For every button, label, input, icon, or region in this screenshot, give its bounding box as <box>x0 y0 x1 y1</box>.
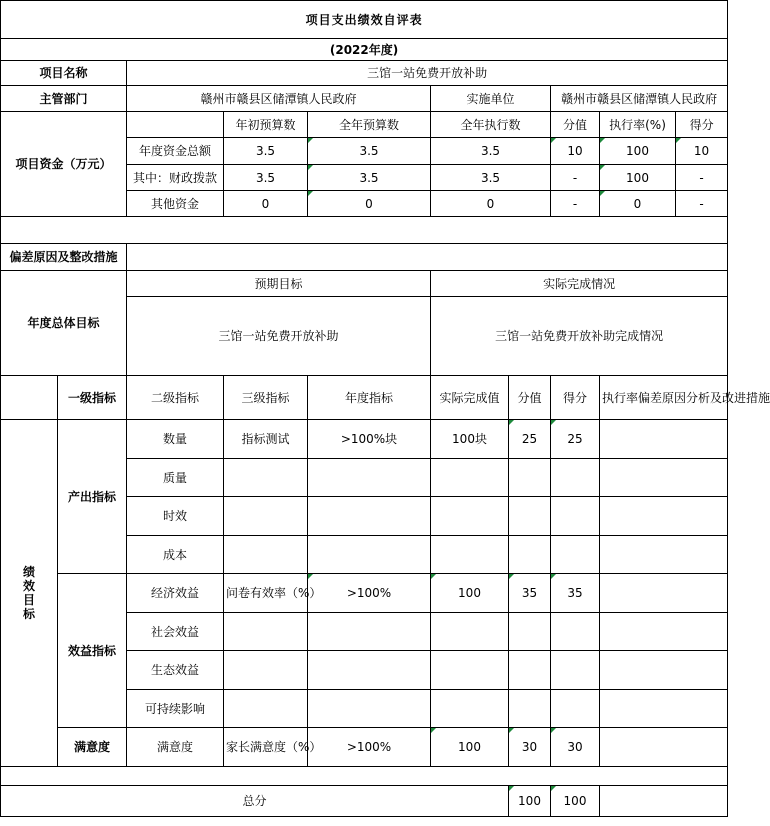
group-satisfaction: 满意度 <box>58 728 127 767</box>
indicator-score-value[interactable] <box>509 613 551 651</box>
fund-header-rate: 执行率(%) <box>600 112 676 138</box>
indicator-actual[interactable] <box>431 536 509 574</box>
indicator-level3[interactable] <box>224 459 308 497</box>
fund-label: 项目资金（万元） <box>1 112 127 217</box>
fund-header-annual: 全年预算数 <box>308 112 431 138</box>
indicator-header-blank <box>1 376 58 420</box>
indicator-analysis[interactable] <box>600 613 728 651</box>
indicator-level3[interactable]: 家长满意度（%） <box>224 728 308 767</box>
indicator-target[interactable] <box>308 536 431 574</box>
project-name-value[interactable]: 三馆一站免费开放补助 <box>127 61 728 86</box>
total-label: 总分 <box>1 786 509 817</box>
fund-executed[interactable]: 3.5 <box>431 165 551 191</box>
indicator-analysis[interactable] <box>600 728 728 767</box>
indicator-score-value[interactable]: 30 <box>509 728 551 767</box>
header-analysis: 执行率偏差原因分析及改进措施 <box>600 376 728 420</box>
indicator-level2: 社会效益 <box>127 613 224 651</box>
fund-row-label: 年度资金总额 <box>127 138 224 165</box>
fund-initial[interactable]: 3.5 <box>224 165 308 191</box>
indicator-level2: 经济效益 <box>127 574 224 613</box>
indicator-target[interactable]: >100% <box>308 728 431 767</box>
indicator-score[interactable] <box>551 459 600 497</box>
indicator-level3[interactable] <box>224 497 308 536</box>
fund-row-label: 其中：财政拨款 <box>127 165 224 191</box>
fund-rate[interactable]: 100 <box>600 138 676 165</box>
indicator-actual[interactable]: 100 <box>431 574 509 613</box>
indicator-target[interactable] <box>308 651 431 690</box>
indicator-target[interactable]: >100% <box>308 574 431 613</box>
indicator-target[interactable]: >100%块 <box>308 420 431 459</box>
page-title: 项目支出绩效自评表 <box>1 1 728 39</box>
impl-unit-label: 实施单位 <box>431 86 551 112</box>
header-score: 得分 <box>551 376 600 420</box>
indicator-analysis[interactable] <box>600 497 728 536</box>
indicator-score[interactable]: 30 <box>551 728 600 767</box>
fund-annual[interactable]: 0 <box>308 191 431 217</box>
indicator-analysis[interactable] <box>600 651 728 690</box>
indicator-score-value[interactable] <box>509 536 551 574</box>
fund-score[interactable]: - <box>676 191 728 217</box>
fund-initial[interactable]: 0 <box>224 191 308 217</box>
indicator-target[interactable] <box>308 690 431 728</box>
total-score-value[interactable]: 100 <box>509 786 551 817</box>
indicator-score[interactable] <box>551 651 600 690</box>
header-target: 年度指标 <box>308 376 431 420</box>
total-blank <box>600 786 728 817</box>
indicator-actual[interactable] <box>431 690 509 728</box>
indicator-level3[interactable]: 指标测试 <box>224 420 308 459</box>
header-level2: 二级指标 <box>127 376 224 420</box>
group-output: 产出指标 <box>58 420 127 574</box>
group-benefit: 效益指标 <box>58 574 127 728</box>
indicator-analysis[interactable] <box>600 459 728 497</box>
total-score[interactable]: 100 <box>551 786 600 817</box>
indicator-actual[interactable] <box>431 651 509 690</box>
actual-status-header: 实际完成情况 <box>431 271 728 297</box>
performance-label-text: 绩效目标 <box>22 565 35 621</box>
fund-rate[interactable]: 100 <box>600 165 676 191</box>
project-name-label: 项目名称 <box>1 61 127 86</box>
indicator-level3[interactable] <box>224 690 308 728</box>
indicator-level2: 时效 <box>127 497 224 536</box>
fund-score-value[interactable]: - <box>551 165 600 191</box>
dept-label: 主管部门 <box>1 86 127 112</box>
spacer-row <box>1 767 728 786</box>
dept-value[interactable]: 赣州市赣县区储潭镇人民政府 <box>127 86 431 112</box>
indicator-level2: 满意度 <box>127 728 224 767</box>
fund-annual[interactable]: 3.5 <box>308 165 431 191</box>
indicator-score[interactable] <box>551 690 600 728</box>
indicator-score-value[interactable] <box>509 459 551 497</box>
fund-row-label: 其他资金 <box>127 191 224 217</box>
fund-score-value[interactable]: 10 <box>551 138 600 165</box>
indicator-level2: 成本 <box>127 536 224 574</box>
indicator-score-value[interactable] <box>509 651 551 690</box>
indicator-target[interactable] <box>308 613 431 651</box>
indicator-target[interactable] <box>308 459 431 497</box>
indicator-score[interactable]: 35 <box>551 574 600 613</box>
indicator-level3[interactable] <box>224 613 308 651</box>
fund-header-executed: 全年执行数 <box>431 112 551 138</box>
fund-score[interactable]: - <box>676 165 728 191</box>
indicator-analysis[interactable] <box>600 574 728 613</box>
indicator-actual[interactable]: 100 <box>431 728 509 767</box>
annual-goal-label: 年度总体目标 <box>1 271 127 376</box>
indicator-analysis[interactable] <box>600 690 728 728</box>
fund-header-initial: 年初预算数 <box>224 112 308 138</box>
indicator-score[interactable] <box>551 497 600 536</box>
expected-goal-header: 预期目标 <box>127 271 431 297</box>
indicator-target[interactable] <box>308 497 431 536</box>
indicator-actual[interactable] <box>431 497 509 536</box>
indicator-actual[interactable] <box>431 613 509 651</box>
fund-header-score: 得分 <box>676 112 728 138</box>
year-label: (2022年度) <box>1 39 728 61</box>
indicator-level3[interactable] <box>224 536 308 574</box>
indicator-actual[interactable]: 100块 <box>431 420 509 459</box>
indicator-actual[interactable] <box>431 459 509 497</box>
indicator-score[interactable]: 25 <box>551 420 600 459</box>
actual-status-value[interactable]: 三馆一站免费开放补助完成情况 <box>431 297 728 376</box>
fund-score[interactable]: 10 <box>676 138 728 165</box>
indicator-level2: 数量 <box>127 420 224 459</box>
indicator-analysis[interactable] <box>600 536 728 574</box>
header-score-value: 分值 <box>509 376 551 420</box>
indicator-score[interactable] <box>551 613 600 651</box>
indicator-level2: 质量 <box>127 459 224 497</box>
fund-header-score-value: 分值 <box>551 112 600 138</box>
indicator-score-value[interactable] <box>509 690 551 728</box>
indicator-level2: 生态效益 <box>127 651 224 690</box>
indicator-level3[interactable] <box>224 651 308 690</box>
fund-executed[interactable]: 3.5 <box>431 138 551 165</box>
spacer-row <box>1 217 728 244</box>
fund-executed[interactable]: 0 <box>431 191 551 217</box>
indicator-analysis[interactable] <box>600 420 728 459</box>
indicator-score[interactable] <box>551 536 600 574</box>
fund-rate[interactable]: 0 <box>600 191 676 217</box>
impl-unit-value[interactable]: 赣州市赣县区储潭镇人民政府 <box>551 86 728 112</box>
expected-goal-value[interactable]: 三馆一站免费开放补助 <box>127 297 431 376</box>
indicator-score-value[interactable]: 25 <box>509 420 551 459</box>
header-level3: 三级指标 <box>224 376 308 420</box>
indicator-score-value[interactable]: 35 <box>509 574 551 613</box>
indicator-level3[interactable]: 问卷有效率（%） <box>224 574 308 613</box>
performance-label <box>1 420 58 767</box>
header-level1: 一级指标 <box>58 376 127 420</box>
deviation-label: 偏差原因及整改措施 <box>1 244 127 271</box>
fund-annual[interactable]: 3.5 <box>308 138 431 165</box>
fund-header-blank <box>127 112 224 138</box>
fund-initial[interactable]: 3.5 <box>224 138 308 165</box>
deviation-value[interactable] <box>127 244 728 271</box>
fund-score-value[interactable]: - <box>551 191 600 217</box>
indicator-score-value[interactable] <box>509 497 551 536</box>
indicator-level2: 可持续影响 <box>127 690 224 728</box>
header-actual: 实际完成值 <box>431 376 509 420</box>
